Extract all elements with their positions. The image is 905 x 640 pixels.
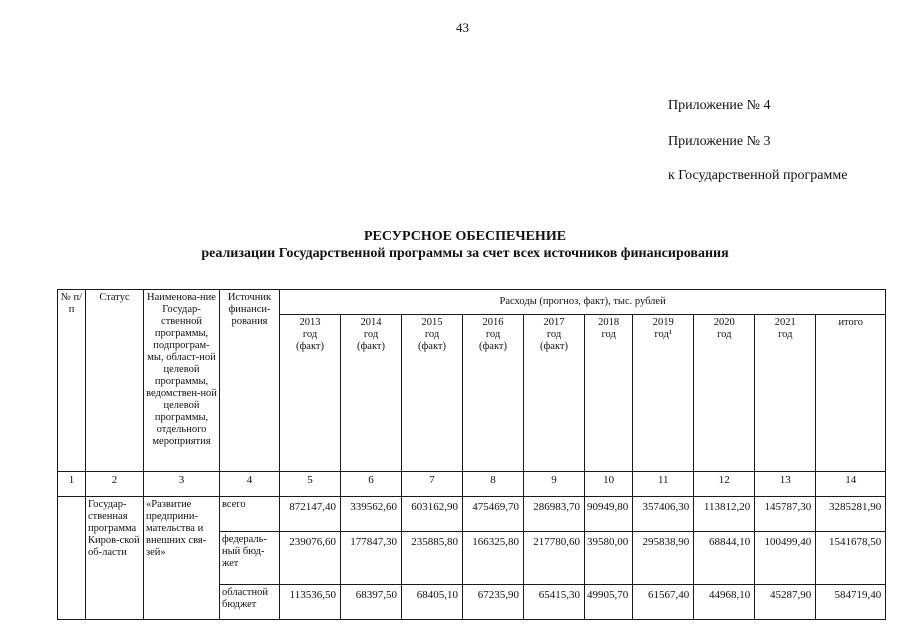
source-cell: всего (220, 497, 280, 532)
value-cell: 872147,40 (280, 497, 341, 532)
year-unit: год (302, 329, 318, 340)
column-number: 13 (755, 472, 816, 497)
appendix-line-2: Приложение № 3 (668, 134, 771, 149)
year-unit: год (717, 329, 732, 340)
column-number: 7 (402, 472, 463, 497)
column-number: 12 (694, 472, 755, 497)
column-number: 1 (58, 472, 86, 497)
program-name-cell: «Развитие предприни-мательства и внешних свя-зей» (144, 497, 220, 620)
document-subtitle: реализации Государственной программы за счет всех источников финансирования (201, 246, 729, 261)
value-cell: 603162,90 (402, 497, 463, 532)
source-cell: областной бюджет (220, 585, 280, 620)
header-total: итого (816, 315, 886, 472)
resource-table (57, 289, 886, 620)
value-cell: 61567,40 (633, 585, 694, 620)
value-cell: 217780,60 (524, 532, 585, 585)
value-cell: 68397,50 (341, 585, 402, 620)
appendix-line-3: к Государственной программе (668, 168, 848, 183)
header-year (524, 315, 585, 472)
document-title: РЕСУРСНОЕ ОБЕСПЕЧЕНИЕ (363, 229, 567, 244)
header-year (755, 315, 816, 472)
value-cell: 49905,70 (585, 585, 633, 620)
year-unit: год (778, 329, 793, 340)
year-unit: год (424, 329, 440, 340)
column-number: 9 (524, 472, 585, 497)
year-value: 2014 (360, 317, 382, 328)
value-cell: 113812,20 (694, 497, 755, 532)
column-number: 6 (341, 472, 402, 497)
value-cell: 44968,10 (694, 585, 755, 620)
source-cell: федераль-ный бюд-жет (220, 532, 280, 585)
value-cell: 475469,70 (463, 497, 524, 532)
column-number: 2 (86, 472, 144, 497)
row-num-cell (58, 497, 86, 620)
header-status: Статус (86, 290, 144, 472)
year-unit: год (363, 329, 379, 340)
value-cell: 286983,70 (524, 497, 585, 532)
value-cell: 177847,30 (341, 532, 402, 585)
value-cell: 295838,90 (633, 532, 694, 585)
year-note: (факт) (356, 341, 385, 352)
year-value: 2017 (543, 317, 565, 328)
column-number: 5 (280, 472, 341, 497)
value-cell: 68844,10 (694, 532, 755, 585)
value-cell: 100499,40 (755, 532, 816, 585)
column-number: 14 (816, 472, 886, 497)
header-year (633, 315, 694, 472)
value-cell: 339562,60 (341, 497, 402, 532)
year-value: 2020 (713, 317, 735, 328)
value-cell: 65415,30 (524, 585, 585, 620)
year-value: 2018 (598, 317, 620, 328)
value-cell: 39580,00 (585, 532, 633, 585)
year-value: 2016 (482, 317, 504, 328)
year-note: (факт) (295, 341, 324, 352)
header-expenses: Расходы (прогноз, факт), тыс. рублей (280, 290, 886, 315)
value-cell: 67235,90 (463, 585, 524, 620)
value-cell: 235885,80 (402, 532, 463, 585)
appendix-line-1: Приложение № 4 (668, 98, 771, 113)
year-unit: год (485, 329, 501, 340)
header-year (280, 315, 341, 472)
year-value: 2019 (652, 317, 674, 328)
value-cell: 90949,80 (585, 497, 633, 532)
total-cell: 3285281,90 (816, 497, 886, 532)
column-number: 8 (463, 472, 524, 497)
value-cell: 145787,30 (755, 497, 816, 532)
value-cell: 45287,90 (755, 585, 816, 620)
year-note: (факт) (478, 341, 507, 352)
year-value: 2015 (421, 317, 443, 328)
column-number: 3 (144, 472, 220, 497)
year-unit: год (546, 329, 562, 340)
year-note: (факт) (417, 341, 446, 352)
column-number: 11 (633, 472, 694, 497)
year-unit: год (601, 329, 616, 340)
year-value: 2021 (774, 317, 796, 328)
column-number: 10 (585, 472, 633, 497)
header-name: Наименова-ние Государ-ственной программы, подпрограм-мы, област-ной целевой программы, ведомствен-ной целевой программы, отдельного мероприятия (144, 290, 220, 472)
column-number: 4 (220, 472, 280, 497)
value-cell: 239076,60 (280, 532, 341, 585)
year-value: 2013 (299, 317, 321, 328)
total-cell: 584719,40 (816, 585, 886, 620)
header-year (341, 315, 402, 472)
header-year (585, 315, 633, 472)
header-year (694, 315, 755, 472)
value-cell: 113536,50 (280, 585, 341, 620)
page-number: 43 (456, 20, 469, 35)
status-cell: Государ-ственная программа Киров-ской об-ласти (86, 497, 144, 620)
year-unit: год¹ (654, 329, 672, 340)
value-cell: 68405,10 (402, 585, 463, 620)
value-cell: 357406,30 (633, 497, 694, 532)
header-year (463, 315, 524, 472)
year-note: (факт) (539, 341, 568, 352)
header-year (402, 315, 463, 472)
header-num: № п/п (58, 290, 86, 472)
header-source: Источник финанси-рования (220, 290, 280, 472)
table-row (58, 497, 886, 532)
total-cell: 1541678,50 (816, 532, 886, 585)
value-cell: 166325,80 (463, 532, 524, 585)
